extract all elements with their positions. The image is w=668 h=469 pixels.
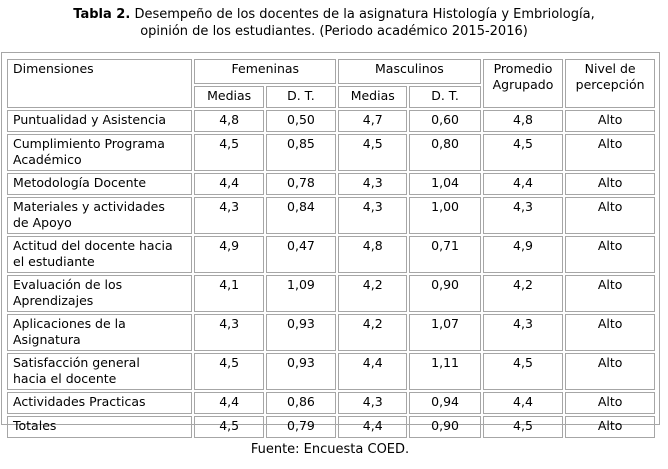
cell-m-dt: 1,11 <box>409 353 480 390</box>
cell-promedio: 4,5 <box>483 353 564 390</box>
cell-m-media: 4,7 <box>338 110 407 132</box>
dimension-line-2: el estudiante <box>13 254 95 269</box>
cell-m-dt: 1,04 <box>409 173 480 195</box>
header-nivel-line1: Nivel de <box>584 61 636 76</box>
cell-nivel: Alto <box>565 134 655 171</box>
header-promedio-line2: Agrupado <box>492 77 554 92</box>
cell-f-dt: 0,93 <box>266 353 336 390</box>
cell-dimension <box>7 353 192 390</box>
cell-m-dt: 1,00 <box>409 197 480 234</box>
cell-f-dt: 0,78 <box>266 173 336 195</box>
caption-line-2: opinión de los estudiantes. (Periodo académico 2015-2016) <box>140 24 528 39</box>
cell-nivel: Alto <box>565 173 655 195</box>
header-promedio-line1: Promedio <box>493 61 553 76</box>
dimension-line-1: Satisfacción general <box>13 355 140 370</box>
cell-m-dt: 0,80 <box>409 134 480 171</box>
cell-dimension <box>7 416 192 438</box>
cell-f-media: 4,3 <box>194 197 263 234</box>
cell-m-dt: 0,90 <box>409 416 480 438</box>
header-femeninas: Femeninas <box>194 59 336 84</box>
header-m-dt: D. T. <box>409 86 480 108</box>
cell-f-dt: 0,85 <box>266 134 336 171</box>
caption-text-1: Desempeño de los docentes de la asignatura Histología y Embriología, <box>134 7 595 22</box>
cell-f-media: 4,9 <box>194 236 263 273</box>
table-row <box>7 236 655 273</box>
cell-nivel: Alto <box>565 197 655 234</box>
cell-m-dt: 0,71 <box>409 236 480 273</box>
header-dimensiones: Dimensiones <box>7 59 192 108</box>
table-row <box>7 416 655 438</box>
cell-m-media: 4,2 <box>338 314 407 351</box>
cell-f-dt: 0,93 <box>266 314 336 351</box>
cell-m-media: 4,4 <box>338 353 407 390</box>
cell-m-media: 4,3 <box>338 197 407 234</box>
cell-nivel: Alto <box>565 110 655 132</box>
header-f-dt: D. T. <box>266 86 336 108</box>
header-nivel <box>565 59 655 108</box>
cell-f-media: 4,4 <box>194 392 263 414</box>
dimension-line-1: Aplicaciones de la <box>13 316 126 331</box>
cell-promedio: 4,5 <box>483 134 564 171</box>
cell-promedio: 4,4 <box>483 173 564 195</box>
cell-promedio: 4,3 <box>483 197 564 234</box>
dimension-line-2: Académico <box>13 152 82 167</box>
dimension-line-2: hacia el docente <box>13 371 117 386</box>
dimension-line-2: de Apoyo <box>13 215 72 230</box>
dimension-line-1: Puntualidad y Asistencia <box>13 112 167 127</box>
table-row <box>7 275 655 312</box>
performance-table <box>5 57 657 440</box>
cell-m-media: 4,3 <box>338 392 407 414</box>
cell-dimension <box>7 236 192 273</box>
dimension-line-1: Evaluación de los <box>13 277 123 292</box>
table-row <box>7 353 655 390</box>
cell-m-media: 4,4 <box>338 416 407 438</box>
cell-promedio: 4,8 <box>483 110 564 132</box>
cell-dimension <box>7 275 192 312</box>
cell-m-media: 4,5 <box>338 134 407 171</box>
cell-promedio: 4,4 <box>483 392 564 414</box>
dimension-line-1: Totales <box>13 418 57 433</box>
cell-dimension <box>7 197 192 234</box>
cell-f-media: 4,1 <box>194 275 263 312</box>
cell-dimension <box>7 173 192 195</box>
cell-f-dt: 0,79 <box>266 416 336 438</box>
table-row <box>7 392 655 414</box>
header-masculinos: Masculinos <box>338 59 481 84</box>
dimension-line-2: Asignatura <box>13 332 81 347</box>
cell-f-media: 4,5 <box>194 353 263 390</box>
header-f-medias: Medias <box>194 86 263 108</box>
cell-m-dt: 0,94 <box>409 392 480 414</box>
cell-promedio: 4,2 <box>483 275 564 312</box>
cell-promedio: 4,9 <box>483 236 564 273</box>
cell-nivel: Alto <box>565 353 655 390</box>
cell-dimension <box>7 314 192 351</box>
cell-nivel: Alto <box>565 392 655 414</box>
dimension-line-1: Metodología Docente <box>13 175 147 190</box>
cell-f-media: 4,3 <box>194 314 263 351</box>
cell-m-media: 4,3 <box>338 173 407 195</box>
table-row <box>7 197 655 234</box>
cell-promedio: 4,5 <box>483 416 564 438</box>
cell-m-dt: 0,60 <box>409 110 480 132</box>
cell-m-dt: 0,90 <box>409 275 480 312</box>
table-row <box>7 110 655 132</box>
cell-f-dt: 0,50 <box>266 110 336 132</box>
caption-label: Tabla 2. <box>73 7 131 22</box>
dimension-line-1: Materiales y actividades <box>13 199 165 214</box>
dimension-line-1: Actitud del docente hacia <box>13 238 173 253</box>
cell-m-media: 4,8 <box>338 236 407 273</box>
cell-m-dt: 1,07 <box>409 314 480 351</box>
table-caption <box>0 6 668 40</box>
table-row <box>7 134 655 171</box>
cell-nivel: Alto <box>565 416 655 438</box>
cell-f-dt: 0,47 <box>266 236 336 273</box>
cell-promedio: 4,3 <box>483 314 564 351</box>
cell-f-dt: 0,86 <box>266 392 336 414</box>
cell-nivel: Alto <box>565 314 655 351</box>
cell-nivel: Alto <box>565 236 655 273</box>
dimension-line-2: Aprendizajes <box>13 293 94 308</box>
header-promedio <box>483 59 564 108</box>
dimension-line-1: Cumplimiento Programa <box>13 136 165 151</box>
table-row <box>7 314 655 351</box>
header-nivel-line2: percepción <box>575 77 645 92</box>
cell-f-media: 4,5 <box>194 416 263 438</box>
cell-f-media: 4,4 <box>194 173 263 195</box>
cell-dimension <box>7 110 192 132</box>
cell-f-dt: 0,84 <box>266 197 336 234</box>
header-m-medias: Medias <box>338 86 407 108</box>
source-note: Fuente: Encuesta COED. <box>250 442 410 457</box>
caption-line-1 <box>0 6 668 23</box>
cell-m-media: 4,2 <box>338 275 407 312</box>
cell-f-media: 4,5 <box>194 134 263 171</box>
cell-dimension <box>7 392 192 414</box>
cell-nivel: Alto <box>565 275 655 312</box>
cell-f-dt: 1,09 <box>266 275 336 312</box>
table-row <box>7 173 655 195</box>
dimension-line-1: Actividades Practicas <box>13 394 146 409</box>
header-row-1 <box>7 59 655 84</box>
cell-dimension <box>7 134 192 171</box>
cell-f-media: 4,8 <box>194 110 263 132</box>
